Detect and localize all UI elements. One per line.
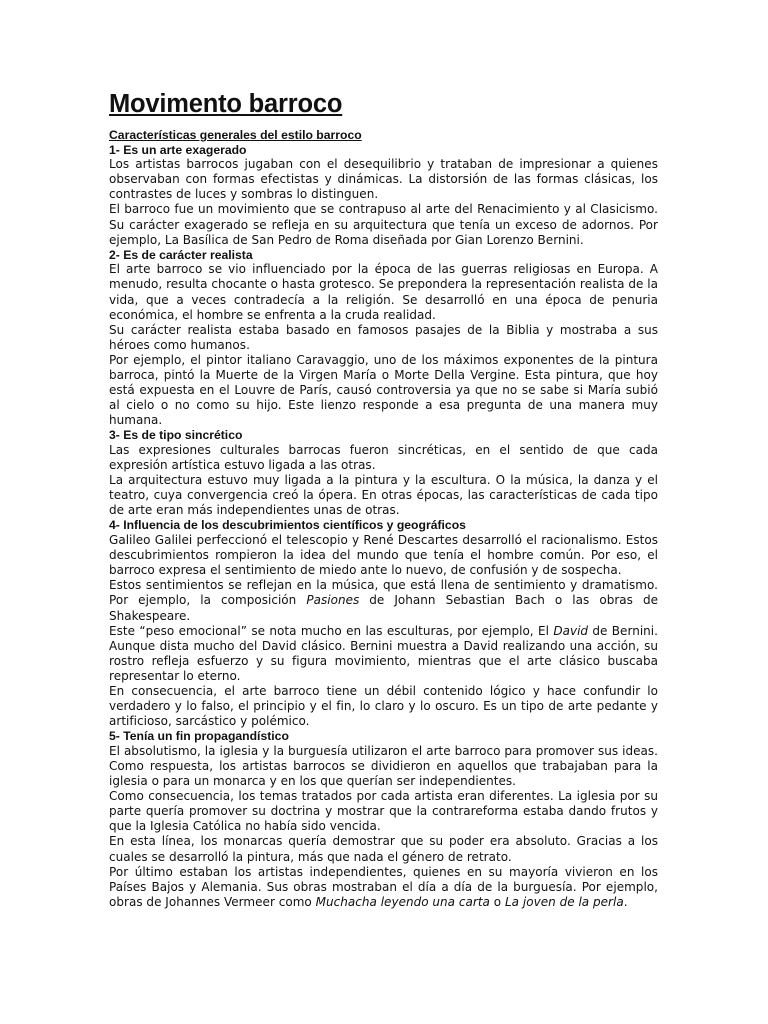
section-heading-5: 5- Tenía un fin propagandístico (109, 729, 289, 744)
section-heading-3: 3- Es de tipo sincrético (109, 428, 243, 443)
text-run: o (489, 894, 505, 909)
paragraph (109, 578, 658, 623)
paragraph: El absolutismo, la iglesia y la burguesía utilizaron el arte barroco para promover sus ideas. Como respuesta, los artistas barrocos se dividieron en aquellos que trabajaban para la iglesia o para un monarca y en los que querían ser independientes. (109, 743, 658, 789)
paragraph: En consecuencia, el arte barroco tiene un débil contenido lógico y hace confundir lo verdadero y lo falso, el principio y el fin, lo claro y lo oscuro. Es un tipo de arte pedante y artificioso, sarcástico y polémico. (109, 683, 658, 729)
section-heading-2: 2- Es de carácter realista (109, 247, 253, 262)
section-heading-4: 4- Influencia de los descubrimientos científicos y geográficos (109, 518, 466, 533)
text-run: Por último estaban los artistas independientes, quienes en su mayoría vivieron en los Países Bajos y Alemania. Sus obras mostraban el día a día de la burguesía. Por ejemplo, obras de Johannes Vermeer como (109, 864, 658, 909)
paragraph: Por ejemplo, el pintor italiano Caravaggio, uno de los máximos exponentes de la pintura barroca, pintó la Muerte de la Virgen María o Morte Della Vergine. Esta pintura, que hoy está expuesta en el Louvre de París, causó controversia ya que no se sabe si María subió al cielo o no como su hijo. Este lienzo responde a esa pregunta de una manera muy humana. (109, 352, 658, 428)
paragraph: En esta línea, los monarcas quería demostrar que su poder era absoluto. Gracias a los cuales se desarrolló la pintura, más que nada el género de retrato. (109, 834, 658, 864)
paragraph: El barroco fue un movimiento que se contrapuso al arte del Renacimiento y al Clasicismo. Su carácter exagerado se refleja en su arquitectura que tenía un exceso de adornos. Por ejemplo, La Basílica de San Pedro de Roma diseñada por Gian Lorenzo Bernini. (109, 202, 658, 247)
italic-title: Muchacha leyendo una carta (315, 894, 490, 909)
text-run: de Bernini. Aunque dista mucho del David clásico. Bernini muestra a David realizando una acción, su rostro refleja esfuerzo y su figura movimiento, mientras que el arte clásico buscaba representar lo eterno. (109, 623, 659, 683)
italic-title: La joven de la perla (504, 894, 624, 909)
paragraph (109, 865, 658, 910)
paragraph: Galileo Galilei perfeccionó el telescopio y René Descartes desarrolló el racionalismo. Estos descubrimientos rompieron la idea del mundo que tenía el hombre común. Por eso, el barroco expresa el sentimiento de miedo ante lo nuevo, de confusión y de sospecha. (109, 533, 658, 578)
page-title: Movimento barroco (109, 90, 343, 118)
italic-title: David (553, 623, 589, 638)
paragraph: Como consecuencia, los temas tratados por cada artista eran diferentes. La iglesia por su parte quería promover su doctrina y mostrar que la contrareforma estaba dando frutos y que la Iglesia Católica no había sido vencida. (109, 789, 658, 834)
section-heading-1: 1- Es un arte exagerado (109, 142, 247, 157)
text-run: Este “peso emocional” se nota mucho en las esculturas, por ejemplo, El (109, 623, 554, 638)
paragraph: Su carácter realista estaba basado en famosos pasajes de la Biblia y mostraba a sus héroes como humanos. (109, 322, 658, 352)
paragraph: Las expresiones culturales barrocas fueron sincréticas, en el sentido de que cada expresión artística estuvo ligada a las otras. (109, 442, 658, 473)
text-run: de Johann Sebastian Bach o las obras de Shakespeare. (109, 593, 659, 623)
paragraph: El arte barroco se vio influenciado por la época de las guerras religiosas en Europa. A menudo, resulta chocante o hasta grotesco. Se prepondera la representación realista de la vida, que a veces contradecía a la religión. Se desarrolló en una época de penuria económica, el hombre se enfrenta a la cruda realidad. (109, 262, 658, 322)
paragraph: Los artistas barrocos jugaban con el desequilibrio y trataban de impresionar a quienes observaban con formas efectistas y dinámicas. La distorsión de las formas clásicas, los contrastes de luces y sombras lo distinguen. (109, 157, 658, 202)
subtitle: Características generales del estilo barroco (109, 128, 362, 142)
document-body (109, 88, 658, 910)
text-run: . (623, 894, 628, 909)
paragraph (109, 624, 658, 684)
text-run: Estos sentimientos se reflejan en la música, que está llena de sentimiento y dramatismo. Por ejemplo, la composición (109, 578, 658, 608)
paragraph: La arquitectura estuvo muy ligada a la pintura y la escultura. O la música, la danza y el teatro, cuya convergencia creó la ópera. En otras épocas, las características de cada tipo de arte eran más independientes unas de otras. (109, 473, 658, 518)
italic-title: Pasiones (306, 593, 360, 608)
